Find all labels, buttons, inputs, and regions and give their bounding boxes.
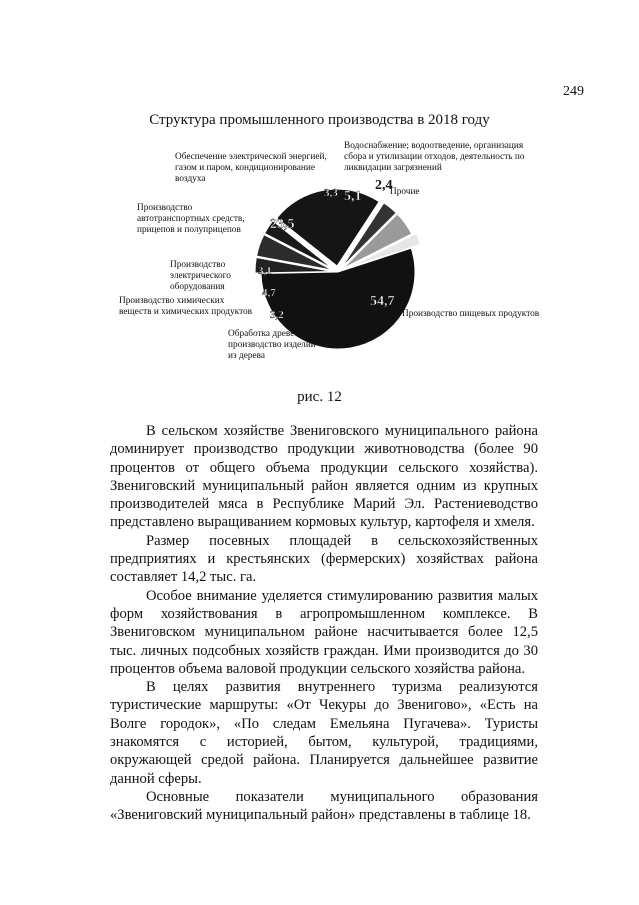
paragraph: В целях развития внутреннего туризма реализуются туристические маршруты: «От Чекуры до Звенигово», «Есть на Волге городок», «По следам Емельяна Пугачева». Туристы знакомятся с историей, бытом, культурой, традициями, окружающей средой района. Планируется дальнейшее развитие данной сферы. [110,679,538,787]
label-chemicals: Производство химических веществ и химических продуктов [119,296,253,317]
slice-value-label: 3,2 [270,309,284,321]
paragraph: В сельском хозяйстве Звениговского муниципального района доминирует производство продукции животноводства (более 90 процентов от общего объема продукции сельского хозяйства). Звениговский муниципальный район является одним из крупных производителей мяса в Республике Марий Эл. Растениеводство представлено выращиванием кормовых культур, картофеля и хмеля. [110,423,538,531]
label-automotive: Производство автотранспортных средств, прицепов и полуприцепов [137,203,245,235]
paragraph: Особое внимание уделяется стимулированию развития малых форм хозяйствования в агропромышленном комплексе. В Звениговском муниципальном районе насчитывается более 12,5 тыс. личных подсобных хозяйств граждан. Ими производится до 30 процентов объема валовой продукции сельского хозяйства района. [110,587,538,677]
slice-value-label: 54,7 [370,294,395,309]
slice-value-label: 3,1 [258,265,272,277]
slice-value-label: 4,7 [262,287,276,299]
label-other: Прочие [390,187,420,197]
figure-caption: рис. 12 [297,389,342,405]
slice-value-label: 3,3 [324,187,338,199]
label-wood: Обработка древесины и производство изделий из дерева [228,329,323,361]
slice-value-label: 23,5 [270,217,295,232]
paragraph: Основные показатели муниципального образования «Звениговский муниципальный район» представлены в таблице 18. [110,788,538,824]
slice-value-label: 5,1 [344,189,362,204]
label-electrical-equipment: Производство электрического оборудования [170,260,231,292]
paragraph: Размер посевных площадей в сельскохозяйственных предприятиях и крестьянских (фермерских) хозяйствах района составляет 14,2 тыс. га. [110,532,538,586]
chart-title: Структура промышленного производства в 2018 году [149,112,490,128]
body-text [110,422,538,825]
slice-value-label: 2,4 [375,178,393,193]
page-number: 249 [563,84,584,99]
label-food: Производство пищевых продуктов [402,309,540,319]
label-energy-supply: Обеспечение электрической энергией, газом и паром, кондиционирование воздуха [175,152,327,184]
label-water-supply: Водоснабжение; водоотведение, организация сбора и утилизации отходов, деятельность по ликвидации загрязнений [344,141,525,173]
